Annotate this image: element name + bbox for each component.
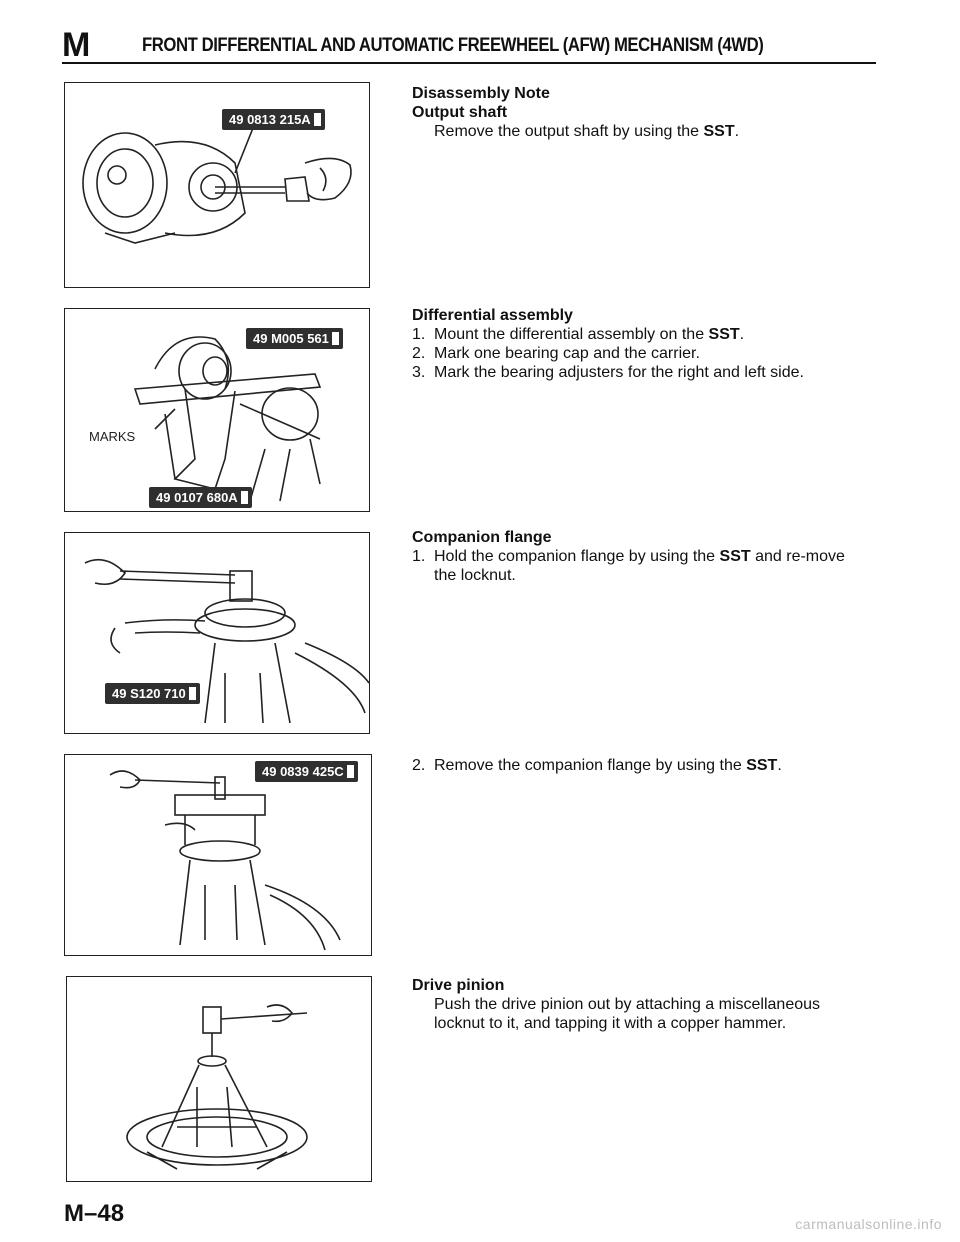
step-item	[412, 547, 872, 585]
section-disassembly-note	[412, 84, 872, 141]
section-companion-flange	[412, 528, 872, 585]
step-text	[434, 325, 872, 344]
text-span: Hold the companion flange by using the	[434, 548, 720, 565]
figure-differential-assembly	[64, 308, 370, 512]
figure-companion-flange-removal	[64, 754, 372, 956]
step-number: 2.	[412, 345, 426, 362]
figure-output-shaft	[64, 82, 370, 288]
section-differential-assembly	[412, 306, 872, 382]
tool-number-tag: 49 0813 215A	[222, 109, 325, 130]
section-companion-flange-step2	[412, 756, 872, 775]
text-span: Remove the output shaft by using the	[434, 123, 704, 140]
section-letter: M	[62, 26, 91, 64]
sst-bold: SST	[719, 548, 751, 565]
marks-label: MARKS	[89, 429, 136, 444]
tool-number-tag: 49 M005 561	[246, 328, 343, 349]
section-heading: Drive pinion	[412, 977, 505, 994]
section-heading: Companion flange	[412, 529, 552, 546]
watermark: carmanualsonline.info	[795, 1216, 942, 1232]
section-subheading: Output shaft	[412, 104, 508, 121]
tool-number-tag: 49 0839 425C	[255, 761, 358, 782]
step-number: 3.	[412, 364, 426, 381]
step-text: Mark one bearing cap and the carrier.	[434, 345, 700, 362]
sst-bold: SST	[703, 123, 735, 140]
figure-companion-flange-hold	[64, 532, 370, 734]
step-number: 1.	[412, 548, 426, 565]
step-item	[412, 756, 872, 775]
drive-pinion-illustration	[67, 977, 371, 1181]
step-item	[412, 363, 872, 382]
text-span: Remove the companion flange by using the	[434, 757, 747, 774]
text-span: .	[734, 123, 740, 140]
page-title: FRONT DIFFERENTIAL AND AUTOMATIC FREEWHEEL (AFW) MECHANISM (4WD)	[142, 35, 764, 56]
step-text: Mark the bearing adjusters for the right and left side.	[434, 364, 804, 381]
step-item	[412, 325, 872, 344]
step-number: 1.	[412, 326, 426, 343]
section-heading: Differential assembly	[412, 307, 573, 324]
section-text: Push the drive pinion out by attaching a miscellaneous locknut to it, and tapping it with a copper hammer.	[434, 996, 821, 1032]
page-number: M–48	[64, 1200, 125, 1227]
text-span: .	[739, 326, 745, 343]
section-heading: Disassembly Note	[412, 85, 550, 102]
step-number: 2.	[412, 757, 426, 774]
step-text	[434, 756, 872, 775]
section-drive-pinion	[412, 976, 872, 1033]
tool-number-tag: 49 S120 710	[105, 683, 200, 704]
sst-bold: SST	[746, 757, 778, 774]
tool-number-tag: 49 0107 680A	[149, 487, 252, 508]
figure-drive-pinion	[66, 976, 372, 1182]
step-item	[412, 344, 872, 363]
text-span: and re-move the locknut.	[434, 548, 845, 584]
section-text	[412, 122, 872, 141]
companion-flange-removal-illustration	[65, 755, 371, 955]
sst-bold: SST	[708, 326, 740, 343]
step-text	[434, 547, 854, 585]
text-span: Mount the differential assembly on the	[434, 326, 709, 343]
text-span: .	[777, 757, 782, 774]
page-header	[62, 28, 876, 64]
